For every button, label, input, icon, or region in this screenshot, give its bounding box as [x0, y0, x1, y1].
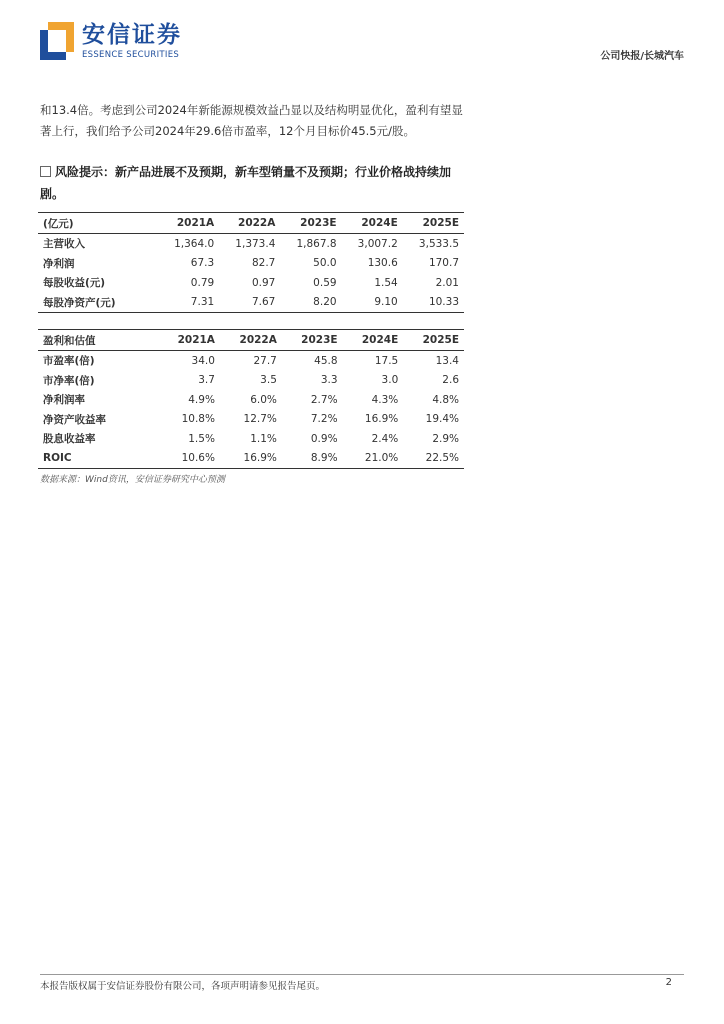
table-cell: 0.59 [313, 276, 337, 289]
table-row [38, 254, 464, 274]
table-cell: 21.0% [343, 449, 404, 469]
table-cell: 1.54 [374, 276, 398, 289]
table-cell: 67.3 [190, 257, 215, 270]
table-cell: 2.7% [310, 393, 338, 406]
table-cell: 4.3% [371, 393, 399, 406]
logo-chinese-name: 安信证券 [82, 22, 182, 48]
table-cell: 16.9% [220, 449, 282, 469]
financial-summary-table [38, 212, 464, 313]
table-cell: 4.9% [188, 393, 215, 406]
table-cell: 3.0 [381, 374, 399, 387]
table-cell: 1,373.4 [235, 237, 276, 250]
table-row [38, 429, 464, 449]
risk-warning [40, 161, 470, 205]
table-cell: 3.5 [260, 374, 277, 387]
table-header-cell: 2021A [158, 330, 220, 351]
table-cell: 1,867.8 [296, 237, 337, 250]
row-label: 净资产收益率 [43, 413, 106, 426]
table-header-cell: 2024E [342, 213, 403, 234]
table-cell: 10.8% [181, 413, 215, 426]
table-cell: 0.97 [251, 276, 276, 289]
table-cell: 3.7 [198, 374, 215, 387]
table-cell: 130.6 [367, 257, 398, 270]
table-cell: 6.0% [250, 393, 277, 406]
table-cell: 2.6 [442, 374, 459, 387]
table-cell: 13.4 [435, 354, 459, 367]
table-cell: 7.67 [219, 293, 280, 313]
row-label: 股息收益率 [43, 433, 96, 446]
table-cell: 4.8% [432, 393, 459, 406]
table-row [38, 390, 464, 410]
table-cell: 3,007.2 [357, 237, 398, 250]
table-cell: 82.7 [251, 257, 276, 270]
footer-divider [40, 974, 684, 975]
table-row [38, 410, 464, 430]
report-type-label: 公司快报/长城汽车 [600, 51, 684, 62]
table-row [38, 293, 464, 313]
table-cell: 1.1% [250, 432, 277, 445]
row-label: 主营收入 [43, 238, 85, 251]
logo-mark-icon [40, 22, 74, 60]
row-label: 市净率(倍) [43, 374, 95, 387]
table-cell: 9.10 [342, 293, 403, 313]
table-cell: 1.5% [188, 432, 215, 445]
table-header-cell: 2023E [280, 213, 341, 234]
table-cell: 50.0 [313, 257, 337, 270]
table-cell: 16.9% [364, 413, 399, 426]
footer-disclaimer: 本报告版权属于安信证券股份有限公司，各项声明请参见报告尾页。 [40, 981, 326, 992]
table-header-row [38, 213, 464, 234]
row-label: 每股净资产(元) [38, 293, 158, 313]
table-header-cell: 2023E [282, 330, 343, 351]
table-cell: 34.0 [191, 354, 215, 367]
table-cell: 10.6% [158, 449, 220, 469]
table-header-row [38, 330, 464, 351]
row-label: 净利润率 [43, 394, 85, 407]
table-row [38, 273, 464, 293]
table-row [38, 234, 464, 254]
table-header-cell: (亿元) [38, 213, 158, 234]
row-label: 市盈率(倍) [43, 355, 95, 368]
table-row [38, 351, 464, 371]
table-cell: 45.8 [314, 354, 338, 367]
table-cell: 8.9% [282, 449, 343, 469]
table-cell: 19.4% [425, 413, 459, 426]
table-cell: 7.31 [158, 293, 219, 313]
table-cell: 7.2% [310, 413, 338, 426]
row-label: 每股收益(元) [43, 277, 106, 290]
table-header-cell: 盈利和估值 [38, 330, 158, 351]
table-cell: 170.7 [428, 257, 459, 270]
table-cell: 2.4% [371, 432, 399, 445]
table-cell: 27.7 [253, 354, 277, 367]
table-cell: 0.9% [310, 432, 338, 445]
table-header-cell: 2022A [219, 213, 280, 234]
company-logo [40, 22, 182, 60]
table-cell: 3.3 [320, 374, 338, 387]
table-header-cell: 2022A [220, 330, 282, 351]
table-cell: 1,364.0 [174, 237, 215, 250]
valuation-table [38, 329, 464, 469]
table-cell: 12.7% [243, 413, 277, 426]
risk-text: 风险提示：新产品进展不及预期，新车型销量不及预期；行业价格战持续加剧。 [40, 165, 452, 201]
row-label: 净利润 [43, 257, 75, 270]
table-header-cell: 2025E [403, 330, 464, 351]
table-header-cell: 2024E [343, 330, 404, 351]
table-header-cell: 2021A [158, 213, 219, 234]
valuation-paragraph: 和13.4倍。考虑到公司2024年新能源规模效益凸显以及结构明显优化，盈利有望显著上行，我们给予公司2024年29.6倍市盈率，12个月目标价45.5元/股。 [40, 103, 463, 138]
table-header-cell: 2025E [403, 213, 464, 234]
table-cell: 17.5 [374, 354, 399, 367]
table-cell: 22.5% [403, 449, 464, 469]
table-cell: 2.01 [435, 276, 459, 289]
table-cell: 2.9% [432, 432, 459, 445]
table-row [38, 371, 464, 391]
row-label: ROIC [38, 449, 158, 469]
table-cell: 10.33 [403, 293, 464, 313]
logo-english-name: ESSENCE SECURITIES [82, 50, 180, 60]
table-cell: 0.79 [190, 276, 215, 289]
page-number: 2 [665, 977, 672, 988]
checkbox-bullet-icon [40, 166, 51, 177]
table-row [38, 449, 464, 469]
table-cell: 8.20 [280, 293, 341, 313]
data-source-note: 数据来源：Wind资讯，安信证券研究中心预测 [40, 475, 225, 485]
table-cell: 3,533.5 [418, 237, 459, 250]
